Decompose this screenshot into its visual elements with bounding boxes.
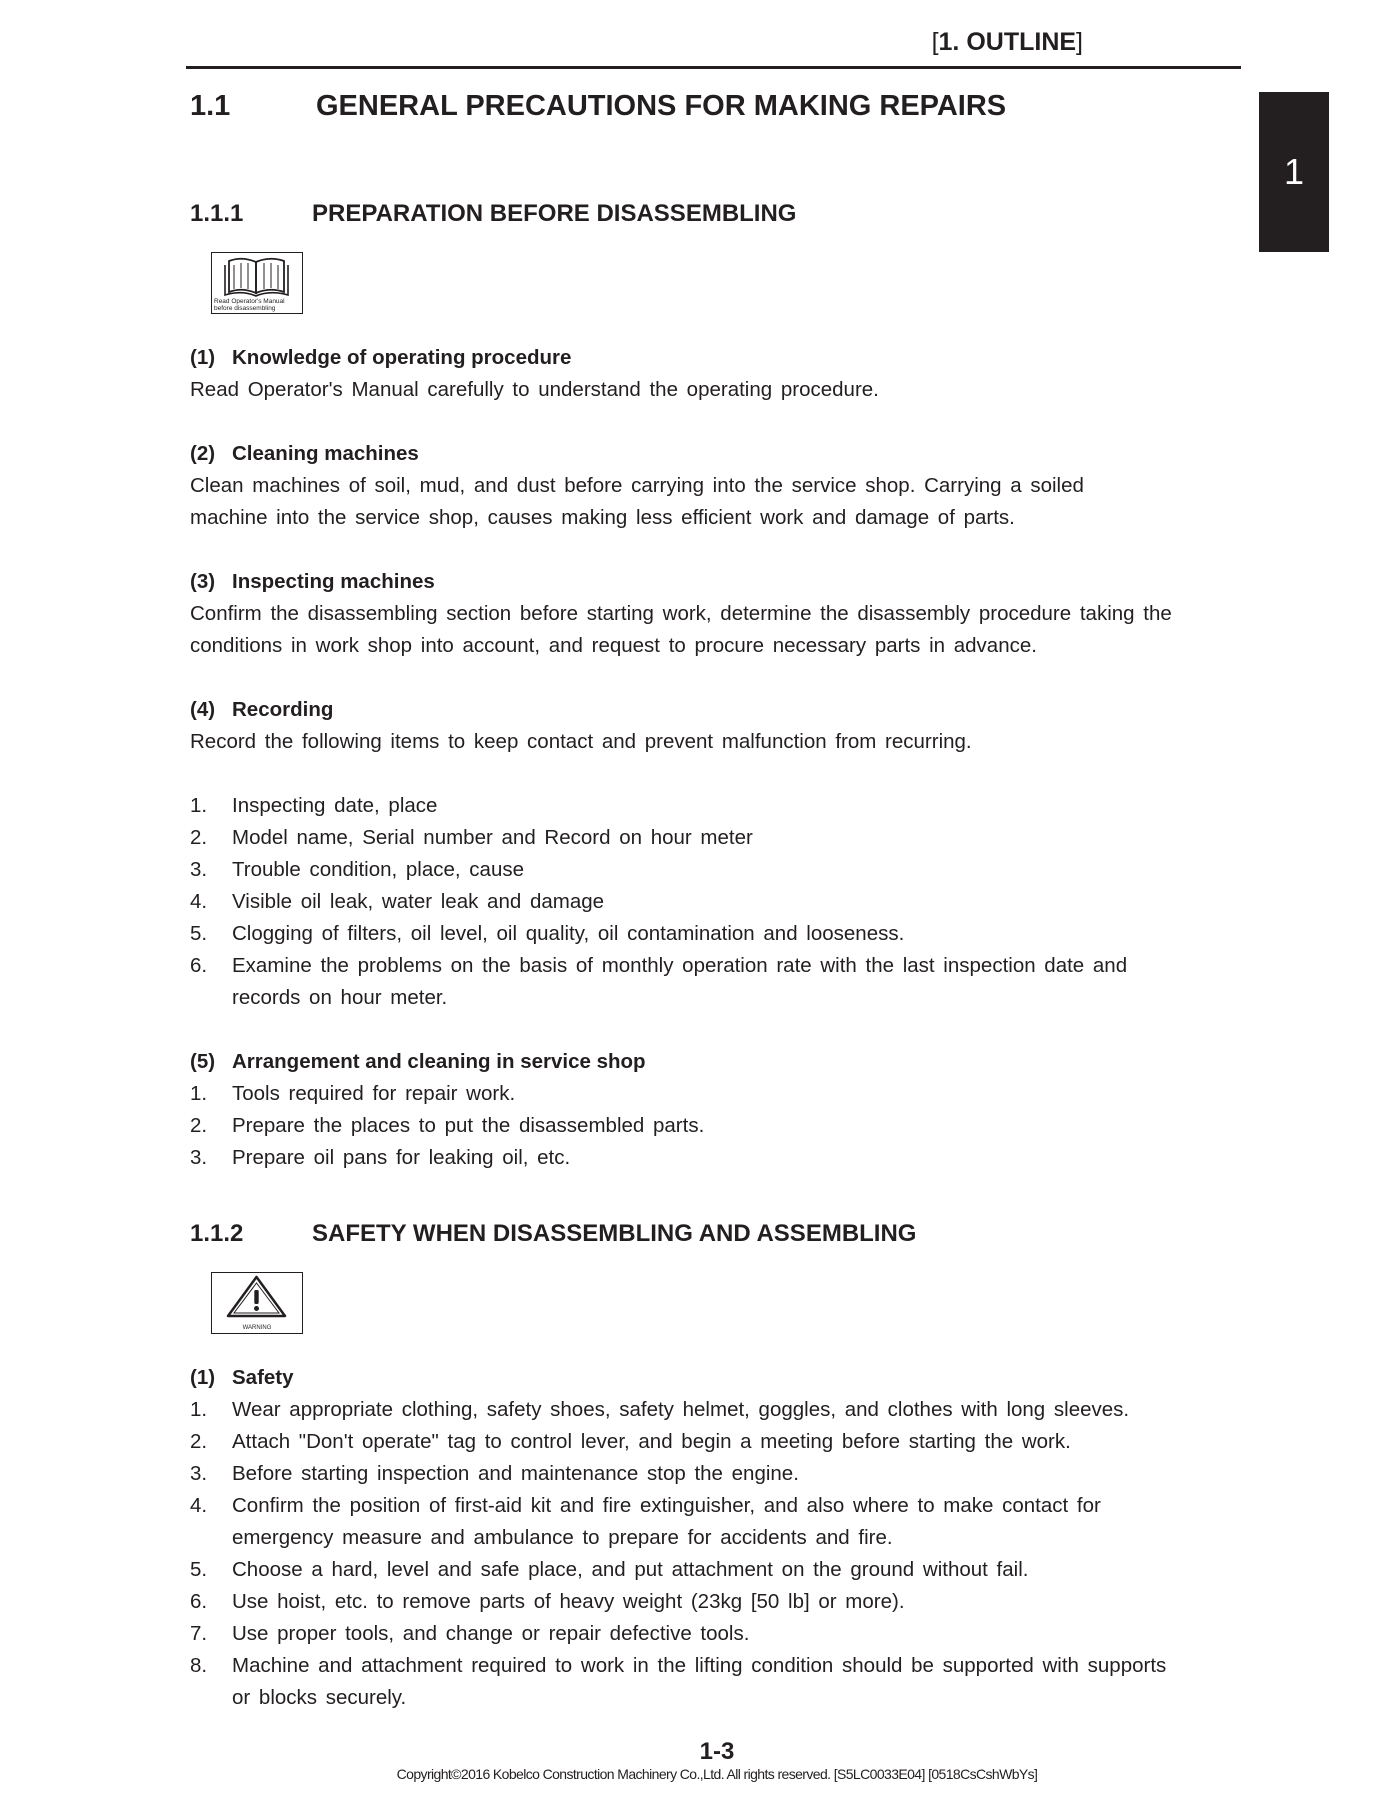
read-manual-caption: Read Operator's Manual before disassembling xyxy=(214,298,285,312)
bracket-open: [ xyxy=(931,28,939,56)
item-2-title xyxy=(190,438,1230,470)
section-title: GENERAL PRECAUTIONS FOR MAKING REPAIRS xyxy=(316,90,1007,122)
item-4-title xyxy=(190,694,1230,726)
warning-icon-box xyxy=(211,1272,303,1334)
list-item: 3. Before starting inspection and maintenance stop the engine. xyxy=(190,1462,799,1485)
item-1-title-text: Knowledge of operating procedure xyxy=(232,346,572,369)
list-item: 5. Choose a hard, level and safe place, and put attachment on the ground without fail. xyxy=(190,1558,1029,1581)
item-1-title xyxy=(190,342,1230,374)
running-header xyxy=(932,28,1083,57)
chapter-tab: 1 xyxy=(1259,92,1329,252)
preparation-content xyxy=(190,342,1230,1174)
copyright-notice: Copyright©2016 Kobelco Construction Machinery Co.,Ltd. All rights reserved. [S5LC0033E04] [0518CsCshWbYs] xyxy=(396,1766,1038,1782)
page-number: 1-3 xyxy=(699,1738,735,1765)
safety-content xyxy=(190,1362,1230,1714)
safety-list xyxy=(190,1394,1190,1714)
item-4-body: Record the following items to keep contact and prevent malfunction from recurring. xyxy=(190,730,972,753)
read-manual-icon-box xyxy=(211,252,303,314)
list-item: 1. Inspecting date, place xyxy=(190,794,438,817)
item-3-body: Confirm the disassembling section before starting work, determine the disassembly procedure taking the conditions in work shop into account, and request to procure necessary parts in advance. xyxy=(190,602,1172,657)
list-item: 6. Use hoist, etc. to remove parts of heavy weight (23kg [50 lb] or more). xyxy=(190,1590,905,1613)
subsection-title-1: PREPARATION BEFORE DISASSEMBLING xyxy=(312,200,797,227)
safety-title xyxy=(190,1362,1230,1394)
subsection-title-2: SAFETY WHEN DISASSEMBLING AND ASSEMBLING xyxy=(312,1220,917,1247)
list-item: 3. Prepare oil pans for leaking oil, etc. xyxy=(190,1146,571,1169)
list-item: 3. Trouble condition, place, cause xyxy=(190,858,524,881)
list-item: 6. Examine the problems on the basis of monthly operation rate with the last inspection date and records on hour meter. xyxy=(190,954,1128,1009)
item-4-number: (4) xyxy=(190,698,216,721)
subsection-heading-2 xyxy=(190,1220,916,1248)
warning-caption: WARNING xyxy=(242,1325,272,1331)
list-item: 7. Use proper tools, and change or repair defective tools. xyxy=(190,1622,750,1645)
item-2-title-text: Cleaning machines xyxy=(232,442,419,465)
item-5-title-text: Arrangement and cleaning in service shop xyxy=(232,1050,646,1073)
subsection-heading-1 xyxy=(190,200,796,228)
recording-list xyxy=(190,790,1190,1014)
book-icon xyxy=(212,253,301,299)
section-number: 1.1 xyxy=(190,90,231,122)
item-3-title xyxy=(190,566,1230,598)
section-heading xyxy=(190,90,1006,123)
list-item: 1. Tools required for repair work. xyxy=(190,1082,516,1105)
list-item: 8. Machine and attachment required to work in the lifting condition should be supported with supports or blocks securely. xyxy=(190,1654,1167,1709)
item-3-number: (3) xyxy=(190,570,216,593)
list-item: 1. Wear appropriate clothing, safety shoes, safety helmet, goggles, and clothes with long sleeves. xyxy=(190,1398,1130,1421)
item-4-title-text: Recording xyxy=(232,698,334,721)
item-2-number: (2) xyxy=(190,442,216,465)
list-item: 5. Clogging of filters, oil level, oil quality, oil contamination and looseness. xyxy=(190,922,905,945)
subsection-number-1: 1.1.1 xyxy=(190,200,244,227)
header-title-text: 1. OUTLINE xyxy=(938,28,1077,56)
header-rule xyxy=(186,66,1241,69)
list-item: 2. Model name, Serial number and Record on hour meter xyxy=(190,826,753,849)
service-shop-list xyxy=(190,1078,1230,1174)
item-5-number: (5) xyxy=(190,1050,216,1073)
item-2-body: Clean machines of soil, mud, and dust before carrying into the service shop. Carrying a soiled machine into the service shop, causes making less efficient work and damage of parts. xyxy=(190,474,1084,529)
list-item: 4. Visible oil leak, water leak and damage xyxy=(190,890,605,913)
item-1-body: Read Operator's Manual carefully to understand the operating procedure. xyxy=(190,378,879,401)
subsection-number-2: 1.1.2 xyxy=(190,1220,244,1247)
item-3-title-text: Inspecting machines xyxy=(232,570,435,593)
safety-number: (1) xyxy=(190,1366,216,1389)
warning-triangle-icon xyxy=(212,1273,301,1321)
list-item: 2. Attach "Don't operate" tag to control lever, and begin a meeting before starting the work. xyxy=(190,1430,1071,1453)
safety-title-text: Safety xyxy=(232,1366,294,1389)
list-item: 4. Confirm the position of first-aid kit and fire extinguisher, and also where to make contact for emergency measure and ambulance to prepare for accidents and fire. xyxy=(190,1494,1101,1549)
list-item: 2. Prepare the places to put the disassembled parts. xyxy=(190,1114,705,1137)
item-5-title xyxy=(190,1046,1230,1078)
item-1-number: (1) xyxy=(190,346,216,369)
bracket-close: ] xyxy=(1076,28,1083,56)
